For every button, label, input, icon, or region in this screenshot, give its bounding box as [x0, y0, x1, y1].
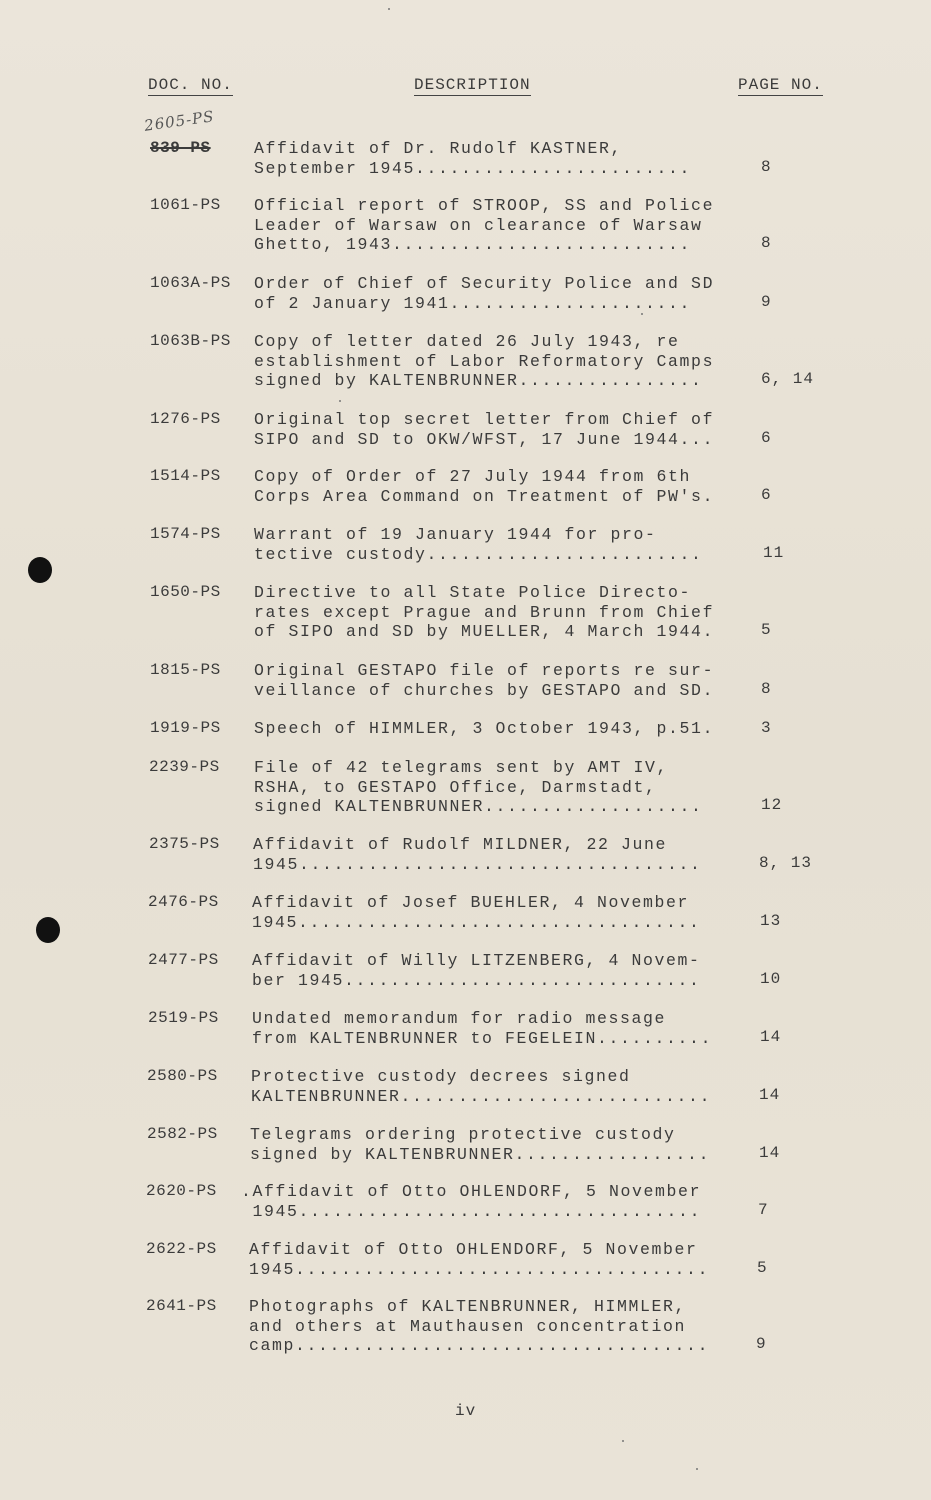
- page-number: 6, 14: [761, 370, 815, 388]
- entry-description: Speech of HIMMLER, 3 October 1943, p.51.: [254, 719, 715, 738]
- doc-number: 1815-PS: [150, 661, 221, 679]
- entry-description: Undated memorandum for radio message from KALTENBRUNNER to FEGELEIN..........: [252, 1009, 713, 1048]
- page-number: 8: [761, 158, 772, 176]
- paper-speck: [641, 313, 643, 315]
- page-number: 8, 13: [759, 854, 813, 872]
- doc-number: 1919-PS: [150, 719, 221, 737]
- page-number: 6: [761, 429, 772, 447]
- page-number: 9: [761, 293, 772, 311]
- header-page-no: PAGE NO.: [738, 76, 823, 94]
- doc-number: 1061-PS: [150, 196, 221, 214]
- entry-description: Photographs of KALTENBRUNNER, HIMMLER, and others at Mauthausen concentration camp....................................: [249, 1297, 710, 1355]
- punch-hole: [28, 557, 52, 583]
- paper-speck: [339, 400, 341, 402]
- doc-number: 1276-PS: [150, 410, 221, 428]
- doc-number: 2641-PS: [146, 1297, 217, 1315]
- page-number: 5: [757, 1259, 768, 1277]
- page-number: 8: [761, 234, 772, 252]
- entry-description: Original GESTAPO file of reports re sur- veillance of churches by GESTAPO and SD.: [254, 661, 715, 700]
- doc-number: 2476-PS: [148, 893, 219, 911]
- doc-number: 2620-PS: [146, 1182, 217, 1200]
- doc-number: 2519-PS: [148, 1009, 219, 1027]
- doc-number: 2239-PS: [149, 758, 220, 776]
- punch-hole: [36, 917, 60, 943]
- entry-description: .Affidavit of Otto OHLENDORF, 5 November 1945...................................: [241, 1182, 702, 1221]
- page-number: 14: [759, 1086, 781, 1104]
- entry-description: Affidavit of Josef BUEHLER, 4 November 1945...................................: [252, 893, 701, 932]
- page-number: 12: [761, 796, 783, 814]
- doc-number: 2622-PS: [146, 1240, 217, 1258]
- entry-description: Affidavit of Rudolf MILDNER, 22 June 1945...................................: [253, 835, 702, 874]
- entry-description: Directive to all State Police Directo- rates except Prague and Brunn from Chief of SIPO and SD by MUELLER, 4 March 1944.: [254, 583, 715, 641]
- entry-description: Warrant of 19 January 1944 for pro- tective custody........................: [254, 525, 703, 564]
- header-doc-no: DOC. NO.: [148, 76, 233, 94]
- doc-number: 2582-PS: [147, 1125, 218, 1143]
- entry-description: Affidavit of Willy LITZENBERG, 4 Novem- ber 1945...............................: [252, 951, 701, 990]
- entry-description: Copy of letter dated 26 July 1943, re establishment of Labor Reformatory Camps signed by KALTENBRUNNER................: [254, 332, 715, 390]
- paper-speck: [622, 1440, 624, 1442]
- page-number: 14: [760, 1028, 782, 1046]
- page-number: 7: [758, 1201, 769, 1219]
- page-number: 13: [760, 912, 782, 930]
- doc-number: 839-PS: [150, 139, 211, 157]
- header-description: DESCRIPTION: [414, 76, 531, 94]
- page-number: 14: [759, 1144, 781, 1162]
- page-number: 3: [761, 719, 772, 737]
- doc-number: 1063B-PS: [150, 332, 231, 350]
- page-footer-number: iv: [455, 1402, 477, 1420]
- page-number: 11: [763, 544, 785, 562]
- handwritten-doc-correction: 2605-PS: [143, 107, 216, 135]
- entry-description: Original top secret letter from Chief of SIPO and SD to OKW/WFST, 17 June 1944...: [254, 410, 715, 449]
- page-number: 8: [761, 680, 772, 698]
- page-number: 10: [760, 970, 782, 988]
- doc-number: 1063A-PS: [150, 274, 231, 292]
- entry-description: Protective custody decrees signed KALTENBRUNNER...........................: [251, 1067, 712, 1106]
- entry-description: Affidavit of Otto OHLENDORF, 5 November 1945....................................: [249, 1240, 710, 1279]
- entry-description: Official report of STROOP, SS and Police Leader of Warsaw on clearance of Warsaw Ghetto, 1943..........................: [254, 196, 715, 254]
- entry-description: Telegrams ordering protective custody signed by KALTENBRUNNER.................: [250, 1125, 711, 1164]
- doc-number: 1514-PS: [150, 467, 221, 485]
- page-number: 5: [761, 621, 772, 639]
- entry-description: File of 42 telegrams sent by AMT IV, RSHA, to GESTAPO Office, Darmstadt, signed KALTENBRUNNER...................: [254, 758, 703, 816]
- doc-number: 1650-PS: [150, 583, 221, 601]
- doc-number: 2477-PS: [148, 951, 219, 969]
- doc-number: 2375-PS: [149, 835, 220, 853]
- page-number: 6: [761, 486, 772, 504]
- paper-speck: [696, 1468, 698, 1470]
- doc-number: 1574-PS: [150, 525, 221, 543]
- paper-speck: [388, 8, 390, 10]
- page-number: 9: [756, 1335, 767, 1353]
- doc-number: 2580-PS: [147, 1067, 218, 1085]
- entry-description: Affidavit of Dr. Rudolf KASTNER, September 1945........................: [254, 139, 692, 178]
- entry-description: Order of Chief of Security Police and SD of 2 January 1941.....................: [254, 274, 715, 313]
- entry-description: Copy of Order of 27 July 1944 from 6th Corps Area Command on Treatment of PW's.: [254, 467, 715, 506]
